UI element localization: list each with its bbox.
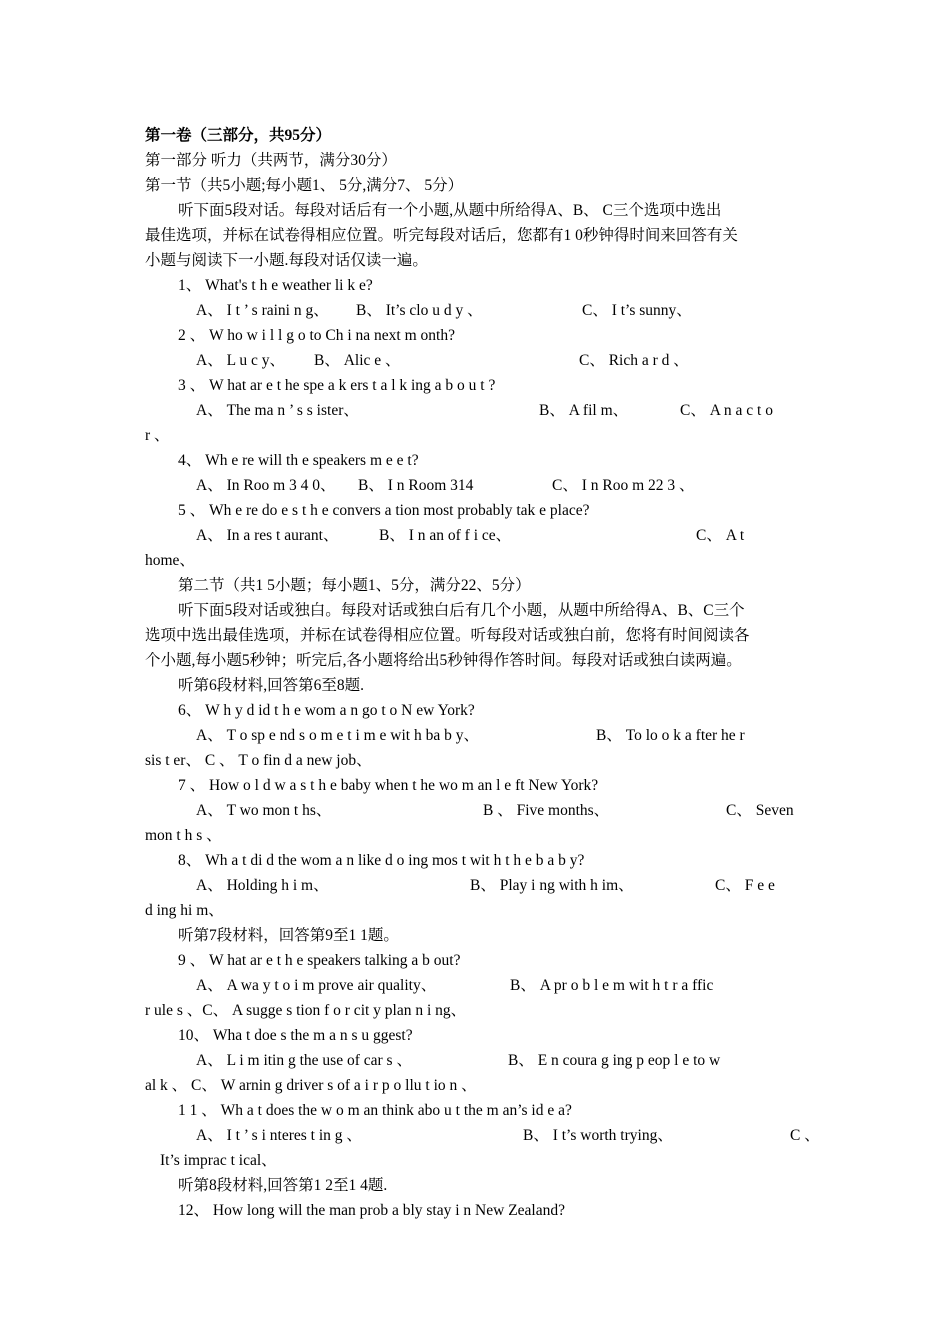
question-stem: 3 、 W hat ar e t he spe a k ers t a l k ing a b o u t ? — [178, 377, 496, 394]
options-row — [196, 524, 805, 549]
option-wrap: d ing hi m、 — [145, 902, 224, 919]
option-wrap: It’s imprac t ical、 — [160, 1152, 277, 1169]
option-b: B、 Alic e 、 — [314, 352, 401, 369]
option-c: C、 Seven — [726, 802, 794, 819]
option-wrap: sis t er、 C 、 T o fin d a new job、 — [145, 752, 372, 769]
option-a: A、 Holding h i m、 — [196, 877, 329, 894]
question-stem: 7 、 How o l d w a s t h e baby when t he wo m an l e ft New York? — [178, 777, 599, 794]
option-b: B、 A pr o b l e m wit h t r a ffic — [510, 977, 714, 994]
option-a: A、 L u c y、 — [196, 352, 285, 369]
option-a: A、 A wa y t o i m prove air quality、 — [196, 977, 437, 994]
instructions-line: 听下面5段对话或独白。每段对话或独白后有几个小题，从题中所给得A、B、C三个 — [178, 602, 745, 619]
question-stem: 8、 Wh a t di d the wom a n like d o ing mos t wit h t h e b a b y? — [178, 852, 585, 869]
option-a: A、 L i m itin g the use of car s 、 — [196, 1052, 412, 1069]
options-row — [196, 1049, 805, 1074]
question-stem: 9 、 W hat ar e t h e speakers talking a b out? — [178, 952, 461, 969]
instructions-line: 个小题,每小题5秒钟；听完后,各小题将给出5秒钟得作答时间。每段对话或独白读两遍。 — [145, 652, 742, 669]
question-stem: 6、 W h y d id t h e wom a n go t o N ew York? — [178, 702, 475, 719]
option-a: A、 I t ’ s raini n g、 — [196, 302, 329, 319]
option-a: A、 T wo mon t hs、 — [196, 802, 332, 819]
question-stem: 10、 Wha t doe s the m a n s u ggest? — [178, 1027, 413, 1044]
option-c: C、 Rich a r d 、 — [579, 352, 689, 369]
instructions-line: 听下面5段对话。每段对话后有一个小题,从题中所给得A、B、 C三个选项中选出 — [178, 202, 722, 219]
option-c: C、 A t — [696, 527, 745, 544]
option-a: A、 I t ’ s i nteres t in g 、 — [196, 1127, 362, 1144]
question-stem: 2 、 W ho w i l l g o to Ch i na next m onth? — [178, 327, 455, 344]
option-b: B、 I n Room 314 — [358, 477, 474, 494]
option-b: B、 It’s clo u d y 、 — [356, 302, 483, 319]
options-row — [196, 349, 805, 374]
instructions-line: 小题与阅读下一小题.每段对话仅读一遍。 — [145, 252, 428, 269]
material-heading: 听第8段材料,回答第1 2至1 4题. — [178, 1177, 388, 1194]
option-a: A、 The ma n ’ s s ister、 — [196, 402, 359, 419]
options-row — [196, 874, 805, 899]
option-c: C 、 — [790, 1127, 820, 1144]
section-title: 第一卷（三部分，共95分） — [145, 127, 332, 144]
options-row — [196, 474, 805, 499]
option-wrap: al k 、 C、 W arnin g driver s of a i r p o llu t io n 、 — [145, 1077, 477, 1094]
option-c: C、 F e e — [715, 877, 775, 894]
option-wrap: r ule s 、C、 A sugge s tion f o r cit y plan n i ng、 — [145, 1002, 467, 1019]
question-stem: 4、 Wh e re will th e speakers m e e t? — [178, 452, 419, 469]
section-heading: 第二节（共1 5小题；每小题1、5分，满分22、5分） — [178, 577, 531, 594]
instructions-line: 选项中选出最佳选项，并标在试卷得相应位置。听每段对话或独白前，您将有时间阅读各 — [145, 627, 750, 644]
question-stem: 12、 How long will the man prob a bly stay i n New Zealand? — [178, 1202, 565, 1219]
option-b: B、 E n coura g ing p eop l e to w — [508, 1052, 721, 1069]
option-b: B、 A fil m、 — [539, 402, 629, 419]
option-wrap: mon t h s 、 — [145, 827, 222, 844]
option-c: C、 A n a c t o — [680, 402, 773, 419]
option-b: B、 To lo o k a fter he r — [596, 727, 745, 744]
option-b: B、 I t’s worth trying、 — [523, 1127, 673, 1144]
option-b: B、 Play i ng with h im、 — [470, 877, 634, 894]
option-wrap: r 、 — [145, 427, 170, 444]
material-heading: 听第6段材料,回答第6至8题. — [178, 677, 365, 694]
option-a: A、 In Roo m 3 4 0、 — [196, 477, 336, 494]
option-b: B、 I n an of f i ce、 — [379, 527, 512, 544]
question-stem: 1、 What's t h e weather li k e? — [178, 277, 373, 294]
section-heading: 第一节（共5小题;每小题1、 5分,满分7、 5分） — [145, 177, 464, 194]
options-row — [196, 974, 805, 999]
option-a: A、 T o sp e nd s o m e t i m e wit h ba b y、 — [196, 727, 479, 744]
question-stem: 5 、 Wh e re do e s t h e convers a tion most probably tak e place? — [178, 502, 590, 519]
question-stem: 1 1 、 Wh a t does the w o m an think abo u t the m an’s id e a? — [178, 1102, 572, 1119]
option-c: C、 I t’s sunny、 — [582, 302, 692, 319]
option-wrap: home、 — [145, 552, 195, 569]
option-c: C、 I n Roo m 22 3 、 — [552, 477, 695, 494]
option-b: B 、 Five months、 — [483, 802, 610, 819]
options-row — [196, 799, 805, 824]
option-a: A、 In a res t aurant、 — [196, 527, 339, 544]
options-row — [196, 399, 805, 424]
options-row — [196, 299, 805, 324]
options-row — [196, 1124, 820, 1149]
part-heading: 第一部分 听力（共两节，满分30分） — [145, 152, 397, 169]
options-row — [196, 724, 805, 749]
instructions-line: 最佳选项，并标在试卷得相应位置。听完每段对话后，您都有1 0秒钟得时间来回答有关 — [145, 227, 738, 244]
material-heading: 听第7段材料，回答第9至1 1题。 — [178, 927, 399, 944]
